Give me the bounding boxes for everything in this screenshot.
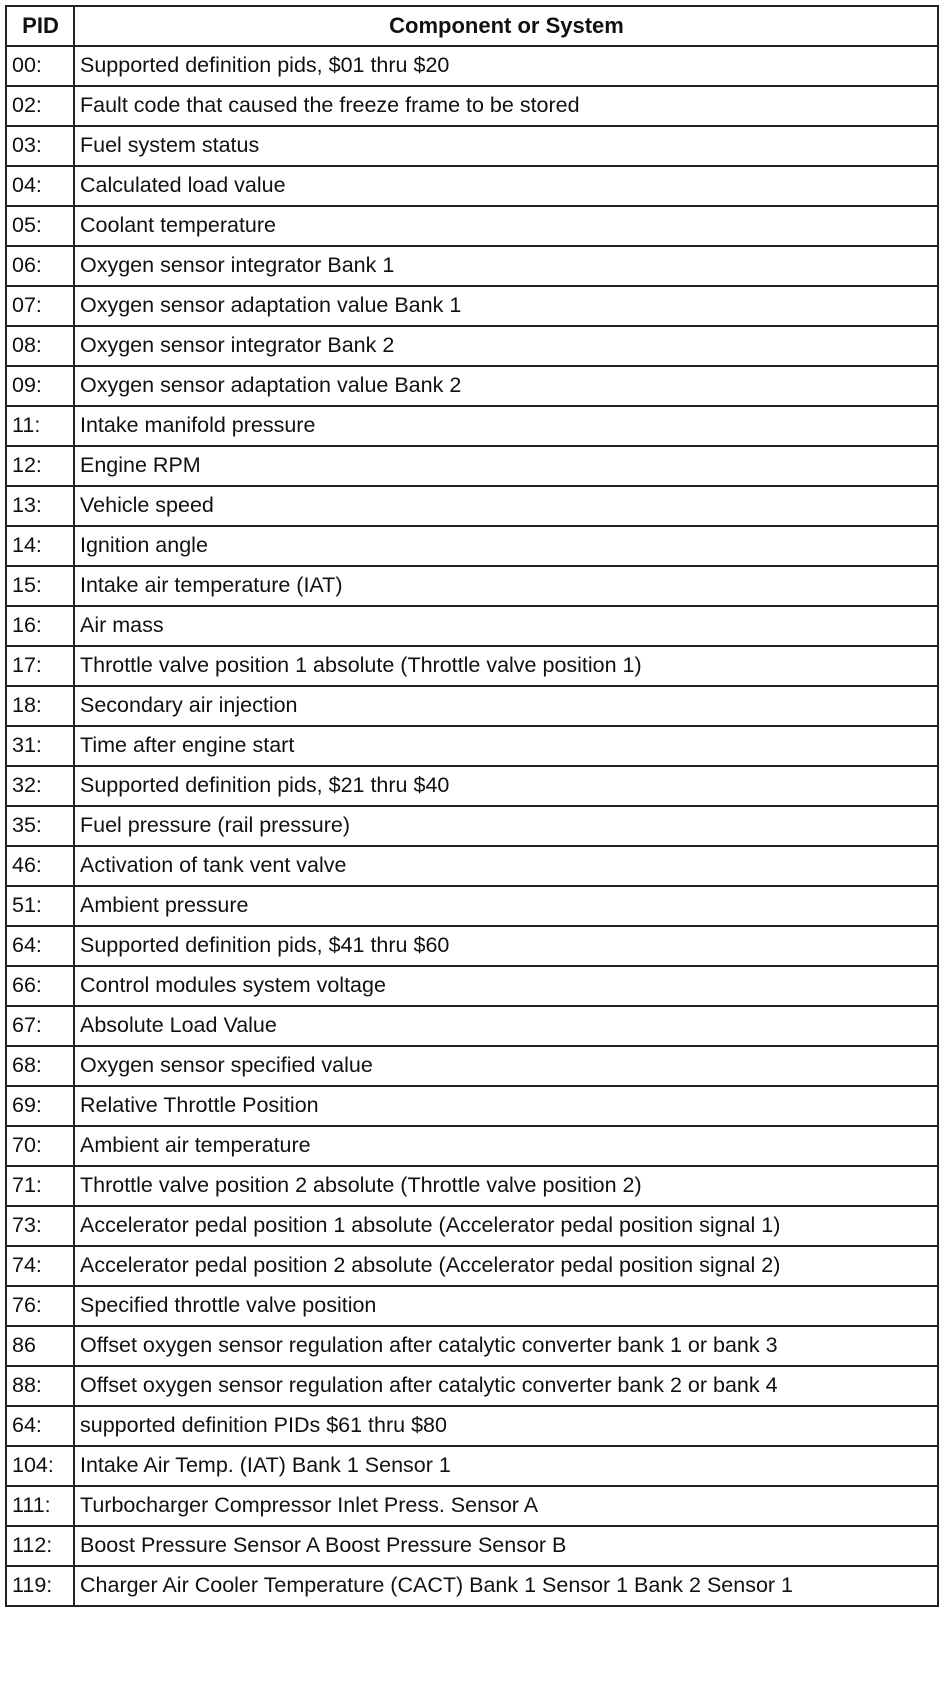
component-cell: Offset oxygen sensor regulation after catalytic converter bank 1 or bank 3 <box>74 1326 938 1366</box>
component-cell: Fuel system status <box>74 126 938 166</box>
pid-cell: 18: <box>6 686 74 726</box>
table-row <box>6 926 938 966</box>
header-pid: PID <box>6 6 74 46</box>
component-cell: Intake manifold pressure <box>74 406 938 446</box>
component-cell: Coolant temperature <box>74 206 938 246</box>
pid-cell: 112: <box>6 1526 74 1566</box>
table-row <box>6 366 938 406</box>
component-cell: Supported definition pids, $21 thru $40 <box>74 766 938 806</box>
table-row <box>6 126 938 166</box>
component-cell: Accelerator pedal position 1 absolute (Accelerator pedal position signal 1) <box>74 1206 938 1246</box>
pid-cell: 35: <box>6 806 74 846</box>
pid-cell: 14: <box>6 526 74 566</box>
table-row <box>6 1286 938 1326</box>
pid-cell: 70: <box>6 1126 74 1166</box>
component-cell: Turbocharger Compressor Inlet Press. Sensor A <box>74 1486 938 1526</box>
pid-cell: 12: <box>6 446 74 486</box>
pid-cell: 04: <box>6 166 74 206</box>
component-cell: Ambient pressure <box>74 886 938 926</box>
table-row <box>6 566 938 606</box>
pid-cell: 16: <box>6 606 74 646</box>
table-row <box>6 286 938 326</box>
component-cell: Activation of tank vent valve <box>74 846 938 886</box>
pid-cell: 66: <box>6 966 74 1006</box>
table-row <box>6 726 938 766</box>
pid-cell: 15: <box>6 566 74 606</box>
table-row <box>6 406 938 446</box>
pid-cell: 06: <box>6 246 74 286</box>
component-cell: Intake air temperature (IAT) <box>74 566 938 606</box>
pid-cell: 08: <box>6 326 74 366</box>
table-body <box>6 46 938 1606</box>
component-cell: Intake Air Temp. (IAT) Bank 1 Sensor 1 <box>74 1446 938 1486</box>
table-row <box>6 846 938 886</box>
component-cell: Secondary air injection <box>74 686 938 726</box>
table-row <box>6 686 938 726</box>
component-cell: Absolute Load Value <box>74 1006 938 1046</box>
component-cell: Relative Throttle Position <box>74 1086 938 1126</box>
component-cell: Oxygen sensor integrator Bank 1 <box>74 246 938 286</box>
table-row <box>6 806 938 846</box>
pid-cell: 32: <box>6 766 74 806</box>
pid-cell: 46: <box>6 846 74 886</box>
pid-cell: 31: <box>6 726 74 766</box>
component-cell: Supported definition pids, $01 thru $20 <box>74 46 938 86</box>
table-row <box>6 606 938 646</box>
pid-cell: 88: <box>6 1366 74 1406</box>
table-row <box>6 246 938 286</box>
pid-cell: 17: <box>6 646 74 686</box>
pid-cell: 73: <box>6 1206 74 1246</box>
component-cell: Fuel pressure (rail pressure) <box>74 806 938 846</box>
pid-cell: 74: <box>6 1246 74 1286</box>
pid-cell: 51: <box>6 886 74 926</box>
table-row <box>6 446 938 486</box>
pid-cell: 03: <box>6 126 74 166</box>
component-cell: Boost Pressure Sensor A Boost Pressure Sensor B <box>74 1526 938 1566</box>
pid-cell: 86 <box>6 1326 74 1366</box>
table-row <box>6 1326 938 1366</box>
component-cell: Calculated load value <box>74 166 938 206</box>
pid-cell: 111: <box>6 1486 74 1526</box>
component-cell: Engine RPM <box>74 446 938 486</box>
pid-cell: 64: <box>6 926 74 966</box>
table-row <box>6 766 938 806</box>
component-cell: Oxygen sensor adaptation value Bank 1 <box>74 286 938 326</box>
component-cell: Time after engine start <box>74 726 938 766</box>
table-row <box>6 1246 938 1286</box>
table-row <box>6 1406 938 1446</box>
header-component: Component or System <box>74 6 938 46</box>
table-row <box>6 646 938 686</box>
table-row <box>6 1046 938 1086</box>
table-row <box>6 1366 938 1406</box>
component-cell: Accelerator pedal position 2 absolute (Accelerator pedal position signal 2) <box>74 1246 938 1286</box>
pid-cell: 104: <box>6 1446 74 1486</box>
pid-cell: 76: <box>6 1286 74 1326</box>
pid-cell: 67: <box>6 1006 74 1046</box>
component-cell: Offset oxygen sensor regulation after catalytic converter bank 2 or bank 4 <box>74 1366 938 1406</box>
component-cell: Oxygen sensor specified value <box>74 1046 938 1086</box>
pid-cell: 119: <box>6 1566 74 1606</box>
pid-cell: 13: <box>6 486 74 526</box>
pid-cell: 05: <box>6 206 74 246</box>
table-row <box>6 1526 938 1566</box>
component-cell: Charger Air Cooler Temperature (CACT) Bank 1 Sensor 1 Bank 2 Sensor 1 <box>74 1566 938 1606</box>
table-row <box>6 1206 938 1246</box>
pid-cell: 09: <box>6 366 74 406</box>
component-cell: Throttle valve position 1 absolute (Throttle valve position 1) <box>74 646 938 686</box>
table-row <box>6 46 938 86</box>
table-row <box>6 326 938 366</box>
table-row <box>6 1446 938 1486</box>
component-cell: Fault code that caused the freeze frame to be stored <box>74 86 938 126</box>
component-cell: Control modules system voltage <box>74 966 938 1006</box>
table-row <box>6 886 938 926</box>
pid-cell: 07: <box>6 286 74 326</box>
component-cell: Specified throttle valve position <box>74 1286 938 1326</box>
component-cell: Throttle valve position 2 absolute (Throttle valve position 2) <box>74 1166 938 1206</box>
component-cell: Air mass <box>74 606 938 646</box>
table-row <box>6 1566 938 1606</box>
component-cell: Vehicle speed <box>74 486 938 526</box>
component-cell: supported definition PIDs $61 thru $80 <box>74 1406 938 1446</box>
pid-cell: 69: <box>6 1086 74 1126</box>
table-row <box>6 1086 938 1126</box>
table-row <box>6 86 938 126</box>
component-cell: Ambient air temperature <box>74 1126 938 1166</box>
pid-cell: 64: <box>6 1406 74 1446</box>
component-cell: Ignition angle <box>74 526 938 566</box>
pid-cell: 00: <box>6 46 74 86</box>
component-cell: Supported definition pids, $41 thru $60 <box>74 926 938 966</box>
table-row <box>6 1166 938 1206</box>
table-row <box>6 1486 938 1526</box>
table-row <box>6 526 938 566</box>
table-row <box>6 166 938 206</box>
pid-cell: 71: <box>6 1166 74 1206</box>
pid-cell: 11: <box>6 406 74 446</box>
table-row <box>6 1006 938 1046</box>
header-row <box>6 6 938 46</box>
table-row <box>6 1126 938 1166</box>
table-row <box>6 206 938 246</box>
table-row <box>6 486 938 526</box>
component-cell: Oxygen sensor adaptation value Bank 2 <box>74 366 938 406</box>
component-cell: Oxygen sensor integrator Bank 2 <box>74 326 938 366</box>
pid-cell: 68: <box>6 1046 74 1086</box>
table-row <box>6 966 938 1006</box>
pid-table <box>5 5 939 1607</box>
pid-cell: 02: <box>6 86 74 126</box>
